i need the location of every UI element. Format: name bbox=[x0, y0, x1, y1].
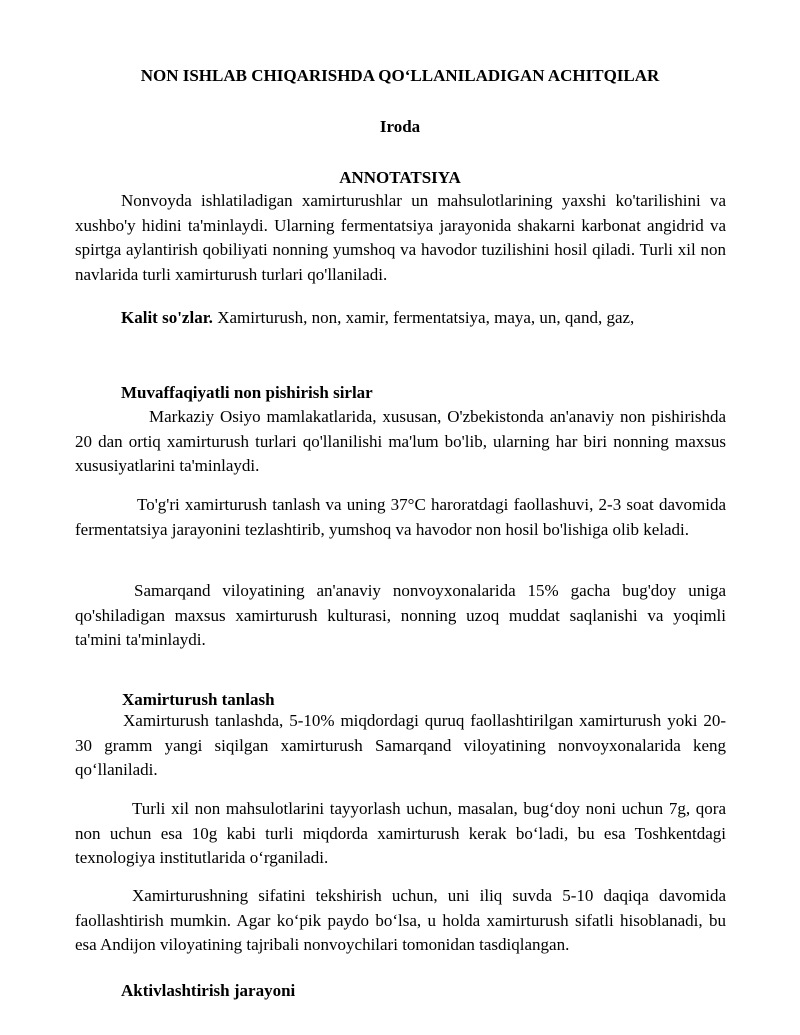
keywords-label: Kalit so'zlar. bbox=[121, 308, 213, 327]
abstract-heading: ANNOTATSIYA bbox=[339, 168, 461, 187]
author-name: Iroda bbox=[379, 117, 421, 136]
document-title: NON ISHLAB CHIQARISHDA QO‘LLANILADIGAN ACHITQILAR bbox=[140, 66, 660, 85]
abstract-paragraph: Nonvoyda ishlatiladigan xamirturushlar un mahsulotlarining yaxshi ko'tarilishini va xushbo'y hidini ta'minlaydi. Ularning fermentatsiya jarayonida shakarni karbonat angidrid va spirtga aylantirish qobiliyati nonning yumshoq va havodor tuzilishini hosil qiladi. Turli xil non navlarida turli xamirturush turlari qo'llaniladi. bbox=[75, 191, 726, 284]
section-heading: Aktivlashtirish jarayoni bbox=[121, 981, 296, 1000]
keywords-text: Xamirturush, non, xamir, fermentatsiya, maya, un, qand, gaz, bbox=[212, 308, 635, 327]
section-paragraph: Turli xil non mahsulotlarini tayyorlash uchun, masalan, bug‘doy noni uchun 7g, qora non uchun esa 10g kabi turli miqdorda xamirturush kerak bo‘ladi, bu esa Toshkentdagi texnologiya institutlarida o‘rganiladi. bbox=[75, 799, 726, 867]
section-heading: Muvaffaqiyatli non pishirish sirlar bbox=[121, 383, 373, 402]
keywords-line bbox=[121, 306, 634, 330]
section-paragraph: To'g'ri xamirturush tanlash va uning 37°C haroratdagi faollashuvi, 2-3 soat davomida fermentatsiya jarayonini tezlashtirib, yumshoq va havodor non hosil bo'lishiga olib keladi. bbox=[75, 495, 726, 539]
section-heading: Xamirturush tanlash bbox=[122, 690, 275, 709]
section-paragraph: Xamirturush tanlashda, 5-10% miqdordagi quruq faollashtirilgan xamirturush yoki 20-30 gramm yangi siqilgan xamirturush Samarqand viloyatining nonvoyxonalarida keng qo‘llaniladi. bbox=[75, 711, 726, 779]
section-paragraph: Xamirturushning sifatini tekshirish uchun, uni iliq suvda 5-10 daqiqa davomida faollashtirish mumkin. Agar ko‘pik paydo bo‘lsa, u holda xamirturush sifatli hisoblanadi, bu esa Andijon viloyatining tajribali nonvoychilari tomonidan tasdiqlangan. bbox=[75, 886, 726, 954]
section-paragraph: Markaziy Osiyo mamlakatlarida, xususan, O'zbekistonda an'anaviy non pishirishda 20 dan ortiq xamirturush turlari qo'llanilishi ma'lum bo'lib, ularning har biri nonning maxsus xususiyatlarini ta'minlaydi. bbox=[75, 407, 726, 475]
section-paragraph: Samarqand viloyatining an'anaviy nonvoyxonalarida 15% gacha bug'doy uniga qo'shiladigan maxsus xamirturush kulturasi, nonning uzoq muddat saqlanishi va yoqimli ta'mini ta'minlaydi. bbox=[75, 581, 726, 649]
